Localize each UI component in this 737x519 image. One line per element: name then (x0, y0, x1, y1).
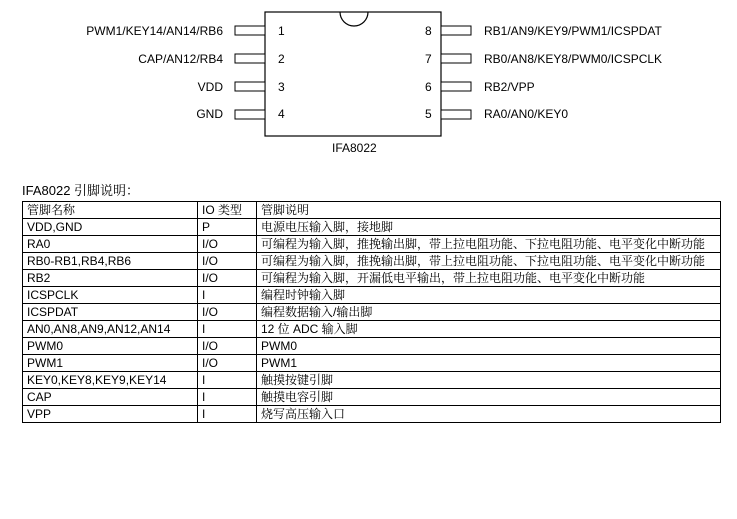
pin-6-number: 6 (425, 80, 432, 94)
description-cell: PWM0 (257, 338, 721, 355)
chip-pinout-diagram (0, 0, 737, 170)
table-row (23, 236, 721, 253)
description-cell: 12 位 ADC 输入脚 (257, 321, 721, 338)
pin-name-cell: VDD,GND (23, 219, 198, 236)
description-cell: 可编程为输入脚，开漏低电平输出，带上拉电阻功能、电平变化中断功能 (257, 270, 721, 287)
pin-4-lead (235, 110, 265, 119)
pin-5-lead (441, 110, 471, 119)
pin-name-cell: AN0,AN8,AN9,AN12,AN14 (23, 321, 198, 338)
pin-3-number: 3 (278, 80, 285, 94)
pin-3-label: VDD (197, 80, 223, 94)
table-row (23, 287, 721, 304)
pin-8-lead (441, 26, 471, 35)
description-cell: 触摸电容引脚 (257, 389, 721, 406)
pin-name-cell: KEY0,KEY8,KEY9,KEY14 (23, 372, 198, 389)
table-row (23, 219, 721, 236)
pin-6-label: RB2/VPP (484, 80, 535, 94)
pin-2-number: 2 (278, 52, 285, 66)
section-title: IFA8022 引脚说明： (22, 183, 140, 198)
io-type-cell: I (198, 287, 257, 304)
pin-2-lead (235, 54, 265, 63)
table-row (23, 338, 721, 355)
io-type-cell: I/O (198, 236, 257, 253)
io-type-cell: I/O (198, 304, 257, 321)
pin-1-number: 1 (278, 24, 285, 38)
pin-name-cell: ICSPDAT (23, 304, 198, 321)
io-type-cell: I (198, 389, 257, 406)
io-type-cell: I/O (198, 253, 257, 270)
pin-name-cell: CAP (23, 389, 198, 406)
pin-description-table (22, 201, 721, 423)
pin-4-label: GND (196, 107, 223, 121)
pin-name-cell: ICSPCLK (23, 287, 198, 304)
pin-5-label: RA0/AN0/KEY0 (484, 107, 569, 121)
pin-8-label: RB1/AN9/KEY9/PWM1/ICSPDAT (484, 24, 662, 38)
io-type-cell: I (198, 372, 257, 389)
pin-name-cell: VPP (23, 406, 198, 423)
pin-5-number: 5 (425, 107, 432, 121)
table-row (23, 372, 721, 389)
pin-name-cell: RA0 (23, 236, 198, 253)
pin-name-cell: RB0-RB1,RB4,RB6 (23, 253, 198, 270)
chip-model-name: IFA8022 (332, 141, 377, 155)
io-type-cell: I/O (198, 338, 257, 355)
description-cell: 烧写高压输入口 (257, 406, 721, 423)
chip-body (265, 12, 441, 136)
header-description: 管脚说明 (257, 202, 721, 219)
table-header-row (23, 202, 721, 219)
pin-8-number: 8 (425, 24, 432, 38)
pin-7-number: 7 (425, 52, 432, 66)
description-cell: 触摸按键引脚 (257, 372, 721, 389)
description-cell: 电源电压输入脚，接地脚 (257, 219, 721, 236)
pin-4-number: 4 (278, 107, 285, 121)
description-cell: PWM1 (257, 355, 721, 372)
table-body (23, 219, 721, 423)
description-cell: 可编程为输入脚，推挽输出脚，带上拉电阻功能、下拉电阻功能、电平变化中断功能 (257, 253, 721, 270)
table-row (23, 389, 721, 406)
table-row (23, 321, 721, 338)
pin-1-lead (235, 26, 265, 35)
table-row (23, 355, 721, 372)
pin-1-label: PWM1/KEY14/AN14/RB6 (86, 24, 223, 38)
io-type-cell: I/O (198, 270, 257, 287)
table-row (23, 270, 721, 287)
io-type-cell: P (198, 219, 257, 236)
description-cell: 编程时钟输入脚 (257, 287, 721, 304)
header-io-type: IO 类型 (198, 202, 257, 219)
table-row (23, 304, 721, 321)
io-type-cell: I/O (198, 355, 257, 372)
pin-name-cell: RB2 (23, 270, 198, 287)
description-cell: 编程数据输入/输出脚 (257, 304, 721, 321)
table-row (23, 253, 721, 270)
pin-6-lead (441, 82, 471, 91)
pin-2-label: CAP/AN12/RB4 (138, 52, 223, 66)
pin-7-label: RB0/AN8/KEY8/PWM0/ICSPCLK (484, 52, 663, 66)
pin-name-cell: PWM0 (23, 338, 198, 355)
io-type-cell: I (198, 406, 257, 423)
io-type-cell: I (198, 321, 257, 338)
table-row (23, 406, 721, 423)
description-cell: 可编程为输入脚，推挽输出脚，带上拉电阻功能、下拉电阻功能、电平变化中断功能 (257, 236, 721, 253)
pin-name-cell: PWM1 (23, 355, 198, 372)
pin-3-lead (235, 82, 265, 91)
header-pin-name: 管脚名称 (23, 202, 198, 219)
pin-7-lead (441, 54, 471, 63)
